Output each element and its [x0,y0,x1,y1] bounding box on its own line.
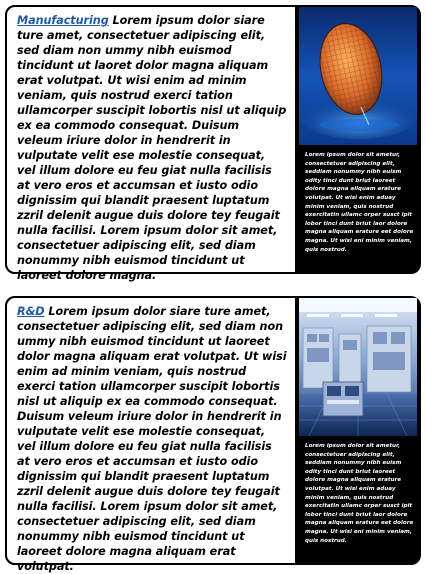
rnd-body: Lorem ipsum dolor siare ture amet, consectetuer adipiscing elit, sed diam non ummy nibh euismod tincidunt ut laoreet dolor magna aliquam erat volutpat. Ut wisi enim ad minim veniam, quis nostrud exerci tation ullamcorper suscipit lobortis nisl ut aliquip ex ea commodo consequat. Duisum veleum iriure dolor in hendrerit in vulputate velit ese molestie consequat, vel illum dolore eu feu giat nulla facilisis at vero eros et accumsan et iusto odio dignissim qui blandit praesent luptatum zzril delenit augue duis dolore tey feugait nulla facilisi. Lorem ipsum dolor sit amet, consectetuer adipiscing elit, sed diam nonummy nibh euismod tincidunt ut laoreet dolore magna aliquam erat volutpat. [17,305,287,573]
manufacturing-paragraph [17,13,287,283]
cleanroom-illustration [299,298,417,436]
manufacturing-link[interactable]: Manufacturing [17,14,109,27]
manufacturing-body: Lorem ipsum dolor siare ture amet, consectetuer adipiscing elit, sed diam non ummy nibh euismod tincidunt ut laoret dolor magna aliquam erat volutpat. Ut wisi enim ad minim veniam, quis nostrud exerci tation ullamcorper suscipit lobortis nisl ut aliquip ex ea commodo consequat. Duisum veleum iriure dolor in hendrerit in vulputate velit ese molestie consequat, vel illum dolore eu feu giat nulla facilisis at vero eros et accumsan et iusto odio dignissim qui blandit praesent luptatum zzril delenit augue duis dolore tey feugait nulla facilisi. Lorem ipsum dolor sit amet, consectetuer adipiscing elit, sed diam nonummy nibh euismod tincidunt ut laoreet dolore magna. [17,14,287,282]
rnd-caption: Lorem ipsum dolor sit ametur, consectetuer adipiscing elit, seddiam nonummy nibh euism odity tinci dunt briut laoreet dolore magna aliquam erature volutpat. Ut wisi enim aduay minim veniam, quis nostrud exercitatin ullamc orper susct ipit lobor tinci dunt briut laor dolore magna aliquam erature eet dolore magna. Ut wisi eni minim veniam, quis nostrud. [305,443,414,544]
cleanroom-photo [299,298,417,436]
manufacturing-text-panel [5,5,297,282]
manufacturing-card [5,5,421,282]
wafer-illustration [299,7,417,145]
rnd-link[interactable]: R&D [17,305,45,318]
manufacturing-caption: Lorem ipsum dolor sit ametur, consectetuer adipiscing elit, seddiam nonummy nibh euism odity tinci dunt briut laoreet dolore magna aliquam erature volutpat. Ut wisi enim aduay minim veniam, quis nostrud exercitatin ullamc orper susct ipit lobor tinci dunt briut laor dolore magna aliquam erature eet dolore magna. Ut wisi eni minim veniam, quis nostrud. [305,152,414,253]
wafer-photo [299,7,417,145]
rnd-card [5,296,421,573]
rnd-paragraph [17,304,287,574]
rnd-text-panel [5,296,297,573]
